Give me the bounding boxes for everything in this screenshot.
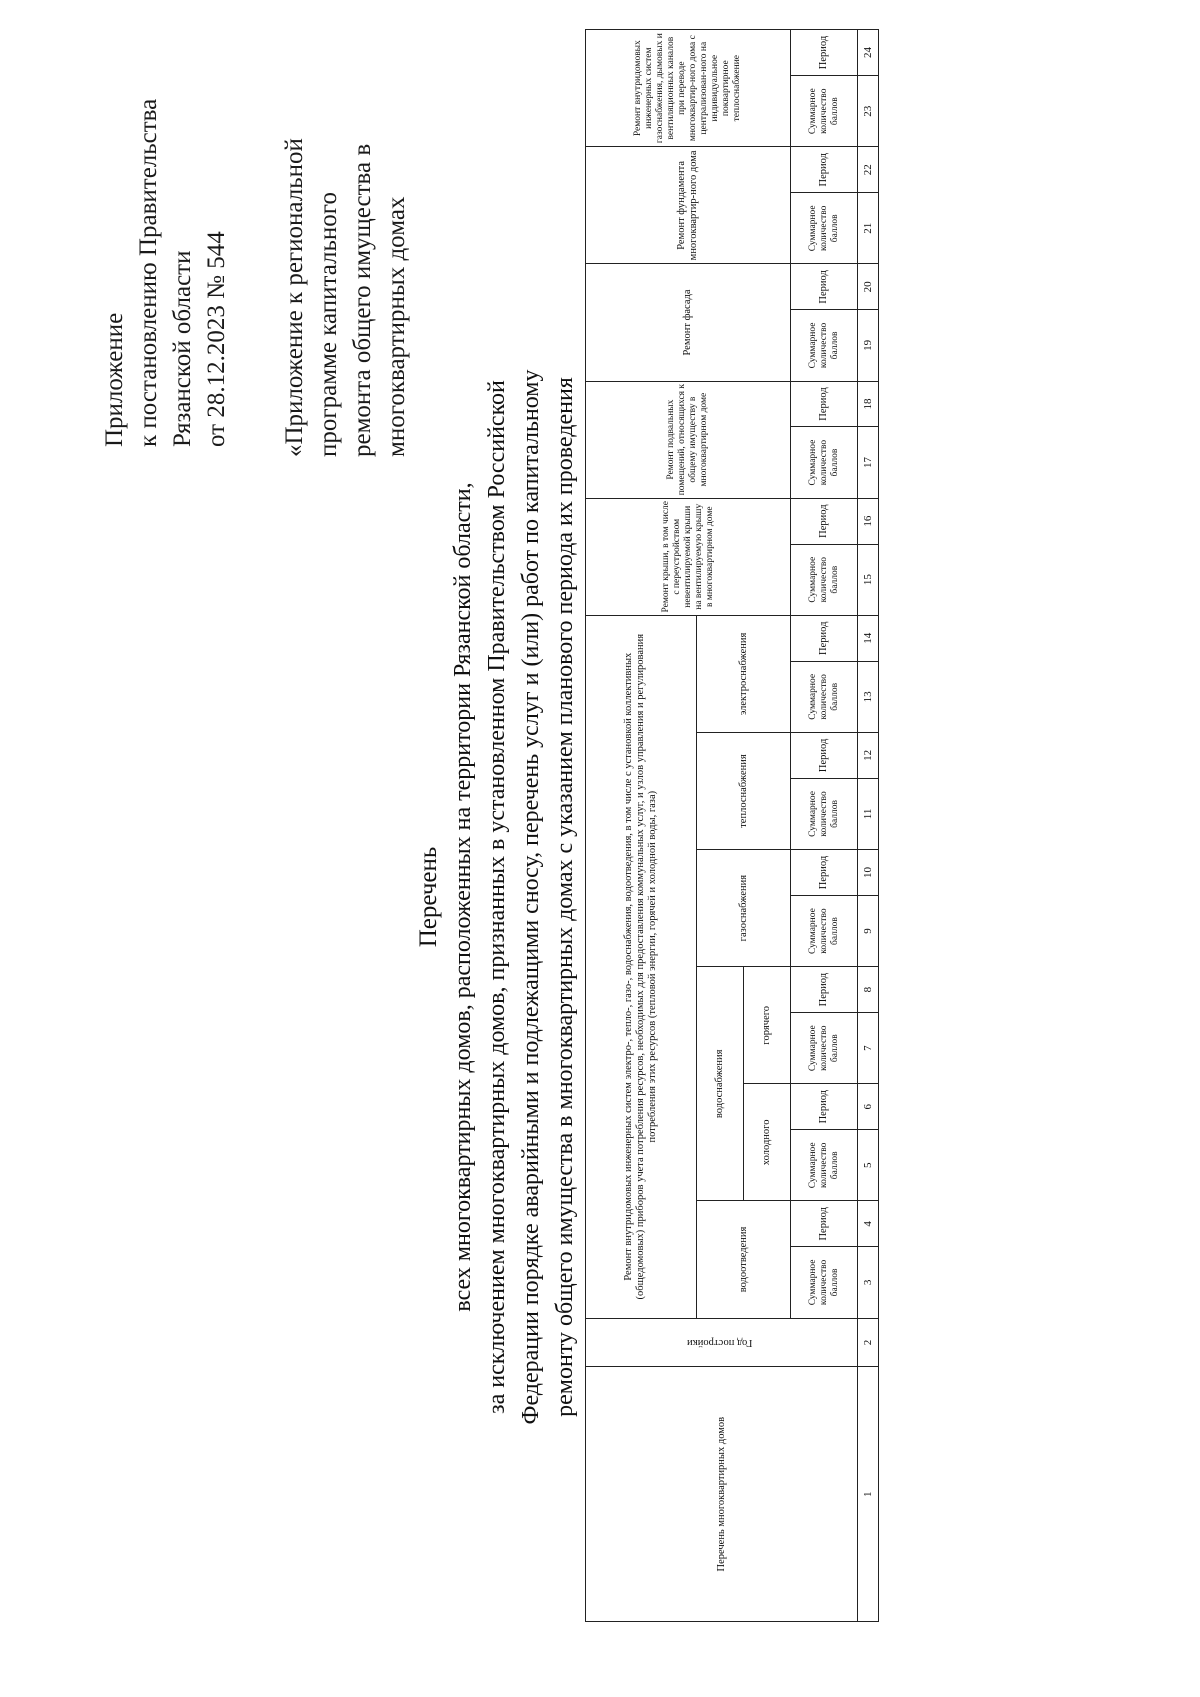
header-build-year <box>586 1318 858 1367</box>
period-header: Период <box>791 850 858 896</box>
program-appendix-line: программе капитального <box>315 192 342 457</box>
score-header: Суммарное количество баллов <box>791 1013 858 1084</box>
period-header: Период <box>791 30 858 76</box>
appendix-line: Рязанской области <box>169 250 196 447</box>
column-number: 7 <box>858 1013 879 1084</box>
header-cold-water: холодного <box>744 1084 791 1201</box>
period-header: Период <box>791 381 858 427</box>
column-number-row <box>858 30 879 1622</box>
appendix-header <box>98 99 234 447</box>
score-header: Суммарное количество баллов <box>791 661 858 732</box>
title-line: Федерации порядке аварийными и подлежащими сносу, перечень услуг и (или) работ по капитальному <box>518 369 544 1425</box>
document-title <box>412 167 582 1627</box>
column-number: 13 <box>858 661 879 732</box>
column-number: 16 <box>858 498 879 544</box>
header-heat-supply: теплоснабжения <box>697 732 791 849</box>
header-hot-water: горячего <box>744 967 791 1084</box>
header-gas-flues: Ремонт внутридомовых инженерных систем газоснабжения, дымовых и вентиляционных каналов при переводе многоквартир-ного дома с централизован-ного на индивидуальное поквартирное теплоснабжение <box>586 30 791 147</box>
period-header: Период <box>791 498 858 544</box>
period-header: Период <box>791 147 858 193</box>
header-build-year-label: Год постройки <box>686 1337 753 1349</box>
column-number: 8 <box>858 967 879 1013</box>
appendix-line: от 28.12.2023 № 544 <box>203 231 230 447</box>
score-header: Суммарное количество баллов <box>791 895 858 966</box>
program-appendix-line: «Приложение к региональной <box>281 138 308 457</box>
program-appendix-line: ремонта общего имущества в <box>349 143 376 457</box>
score-header: Суммарное количество баллов <box>791 310 858 381</box>
column-number: 6 <box>858 1084 879 1130</box>
column-number: 20 <box>858 264 879 310</box>
score-header: Суммарное количество баллов <box>791 544 858 615</box>
score-header: Суммарное количество баллов <box>791 427 858 498</box>
program-appendix-line: многоквартирных домах <box>383 196 410 457</box>
header-gas-supply: газоснабжения <box>697 850 791 967</box>
header-drainage: водоотведения <box>697 1201 791 1318</box>
period-header: Период <box>791 264 858 310</box>
column-number: 3 <box>858 1247 879 1318</box>
column-number: 23 <box>858 76 879 147</box>
column-number: 11 <box>858 778 879 849</box>
column-number: 19 <box>858 310 879 381</box>
period-header: Период <box>791 732 858 778</box>
column-number: 12 <box>858 732 879 778</box>
column-number: 22 <box>858 147 879 193</box>
title-line: за исключением многоквартирных домов, признанных в установленном Правительством Российской <box>484 380 510 1414</box>
title-line: всех многоквартирных домов, расположенных на территории Рязанской области, <box>450 482 476 1312</box>
period-header: Период <box>791 1201 858 1247</box>
header-house-list: Перечень многоквартирных домов <box>586 1367 858 1622</box>
score-header: Суммарное количество баллов <box>791 1247 858 1318</box>
header-row-1 <box>586 30 697 1622</box>
column-number: 9 <box>858 895 879 966</box>
column-number: 2 <box>858 1318 879 1367</box>
period-header: Период <box>791 967 858 1013</box>
period-header: Период <box>791 615 858 661</box>
column-number: 21 <box>858 193 879 264</box>
header-foundation: Ремонт фундамента многоквартир-ного дома <box>586 147 791 264</box>
period-header: Период <box>791 1084 858 1130</box>
column-number: 10 <box>858 850 879 896</box>
score-header: Суммарное количество баллов <box>791 1130 858 1201</box>
program-appendix-header <box>278 138 414 457</box>
title-line: ремонту общего имущества в многоквартирных домах с указанием планового периода их проведения <box>552 377 578 1417</box>
header-basement: Ремонт подвальных помещений, относящихся к общему имуществу в многоквартирном доме <box>586 381 791 498</box>
appendix-line: к постановлению Правительства <box>135 98 162 447</box>
header-roof: Ремонт крыши, в том числе с переустройством невентилируемой крыши на вентилируемую крышу в многоквартирном доме <box>586 498 791 615</box>
column-number: 15 <box>858 544 879 615</box>
column-number: 17 <box>858 427 879 498</box>
appendix-line: Приложение <box>101 312 128 447</box>
column-number: 4 <box>858 1201 879 1247</box>
column-number: 18 <box>858 381 879 427</box>
column-number: 5 <box>858 1130 879 1201</box>
score-header: Суммарное количество баллов <box>791 193 858 264</box>
column-number: 24 <box>858 30 879 76</box>
column-number: 14 <box>858 615 879 661</box>
header-water-supply: водоснабжения <box>697 967 744 1201</box>
score-header: Суммарное количество баллов <box>791 76 858 147</box>
header-facade: Ремонт фасада <box>586 264 791 381</box>
header-engineering-systems: Ремонт внутридомовых инженерных систем электро-, тепло-, газо-, водоснабжения, водоотведения, в том числе с установкой коллективных (общедомовых) приборов учета потребления ресурсов, необходимых для предоставления коммунальных услуг, и узлов управления и регулирования потребления этих ресурсов (тепловой энергии, горячей и холодной воды, газа) <box>586 615 697 1318</box>
title-main: Перечень <box>415 846 442 948</box>
header-power-supply: электроснабжения <box>697 615 791 732</box>
column-number: 1 <box>858 1367 879 1622</box>
works-table <box>585 29 879 1622</box>
score-header: Суммарное количество баллов <box>791 778 858 849</box>
